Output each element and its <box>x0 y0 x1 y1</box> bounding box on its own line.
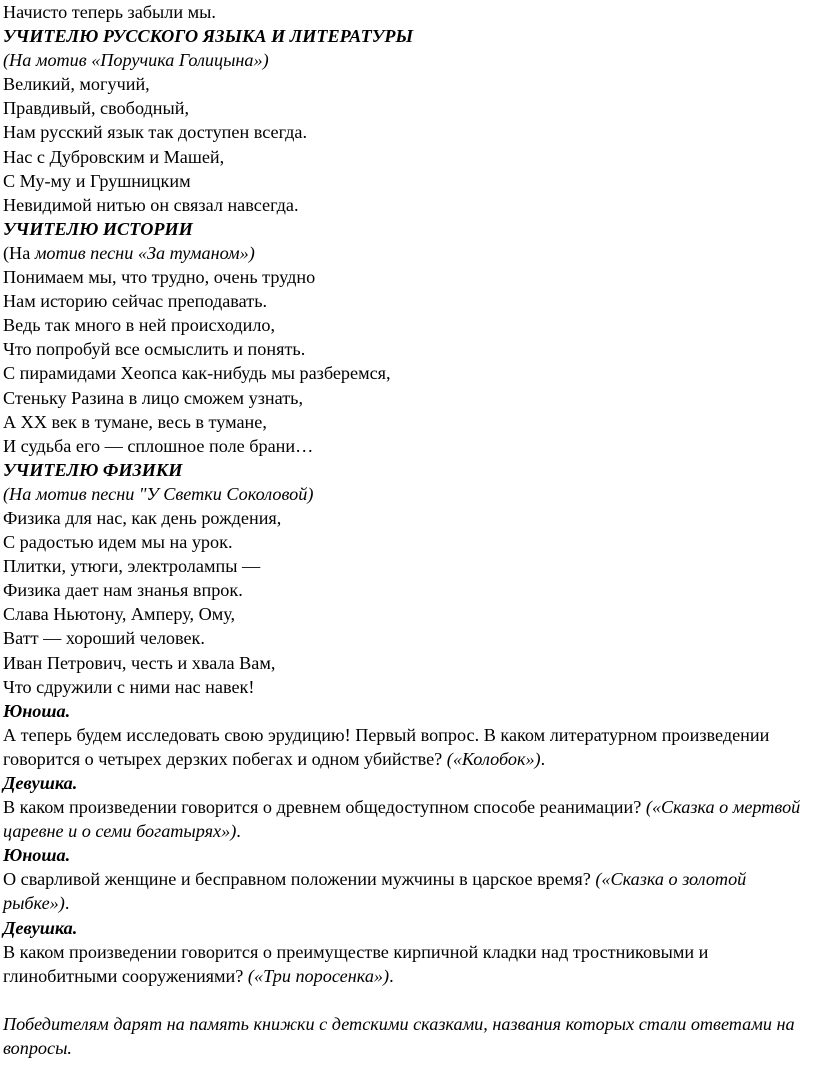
speaker-label: Девушка. <box>3 773 78 793</box>
verse-line: Физика для нас, как день рождения, <box>3 507 282 528</box>
dialogue-text <box>3 867 803 915</box>
verse-line: Невидимой нитью он связал навсегда. <box>3 194 299 215</box>
speaker-label: Юноша. <box>3 700 71 721</box>
verse-line: Плитки, утюги, электролампы — <box>3 556 261 577</box>
verse-line: Что попробуй все осмыслить и понять. <box>3 339 306 360</box>
answer-text: («Сказка о мертвой царевне и о семи богатырях») <box>3 797 801 842</box>
verse-line: Нам историю сейчас преподавать. <box>3 291 268 312</box>
closing-note: Победителям дарят на память книжки с детскими сказками, названия которых стали ответами на вопросы. <box>3 1013 795 1059</box>
verse-line: Что сдружили с ними нас навек! <box>3 676 255 697</box>
verse-line: Понимаем мы, что трудно, очень трудно <box>3 267 316 288</box>
dialogue-text <box>3 795 803 843</box>
section-heading-physics: УЧИТЕЛЮ ФИЗИКИ <box>3 459 183 480</box>
sentence-end: . <box>64 893 70 914</box>
blank-line <box>3 988 803 1012</box>
section-heading-russian: УЧИТЕЛЮ РУССКОГО ЯЗЫКА И ЛИТЕРАТУРЫ <box>3 26 414 47</box>
verse-line: А XX век в тумане, весь в тумане, <box>3 411 267 432</box>
subheading-italic: мотив песни «За туманом») <box>34 242 255 263</box>
answer-text: («Колобок») <box>446 748 541 769</box>
question-text: В каком произведении говорится о преимуществе кирпичной кладки над тростниковыми и глинобитными сооружениями? <box>3 941 709 986</box>
answer-text: («Сказка о золотой рыбке») <box>3 869 747 914</box>
verse-line: Ватт — хороший человек. <box>3 628 205 649</box>
verse-line: Физика дает нам знанья впрок. <box>3 580 243 601</box>
verse-line: Ведь так много в ней происходило, <box>3 315 276 336</box>
subheading-prefix: (На <box>3 242 35 263</box>
verse-line: Великий, могучий, <box>3 74 150 95</box>
answer-text: («Три поросенка») <box>247 965 390 986</box>
section-subheading-physics: (На мотив песни "У Светки Соколовой) <box>3 483 314 504</box>
question-text: А теперь будем исследовать свою эрудицию! Первый вопрос. В каком литературном произведении говорится о четырех дерзких побегах и одном убийстве? <box>3 724 770 769</box>
verse-line: С Му-му и Грушницким <box>3 170 191 191</box>
speaker-label: Юноша. <box>3 845 71 866</box>
section-subheading-russian: (На мотив «Поручика Голицына») <box>3 50 269 71</box>
section-heading-history: УЧИТЕЛЮ ИСТОРИИ <box>3 218 193 239</box>
sentence-end: . <box>540 748 546 769</box>
question-text: О сварливой женщине и бесправном положении мужчины в царское время? <box>3 869 596 890</box>
document-body <box>3 0 803 1060</box>
dialogue-text <box>3 723 803 771</box>
sentence-end: . <box>236 821 241 842</box>
verse-line: Нас с Дубровским и Машей, <box>3 146 225 167</box>
intro-line: Начисто теперь забыли мы. <box>3 2 216 22</box>
dialogue-text <box>3 940 803 988</box>
sentence-end: . <box>389 965 394 986</box>
verse-line: С радостью идем мы на урок. <box>3 532 233 553</box>
speaker-label: Девушка. <box>3 917 78 938</box>
question-text: В каком произведении говорится о древнем общедоступном способе реанимации? <box>3 797 646 818</box>
verse-line: И судьба его — сплошное поле брани… <box>3 435 314 456</box>
verse-line: Слава Ньютону, Амперу, Ому, <box>3 604 236 625</box>
section-subheading-history <box>3 241 803 265</box>
verse-line: Иван Петрович, честь и хвала Вам, <box>3 652 276 673</box>
verse-line: Стеньку Разина в лицо сможем узнать, <box>3 387 304 408</box>
verse-line: Правдивый, свободный, <box>3 98 189 119</box>
verse-line: Нам русский язык так доступен всегда. <box>3 122 308 143</box>
verse-line: С пирамидами Хеопса как-нибудь мы разберемся, <box>3 363 391 384</box>
